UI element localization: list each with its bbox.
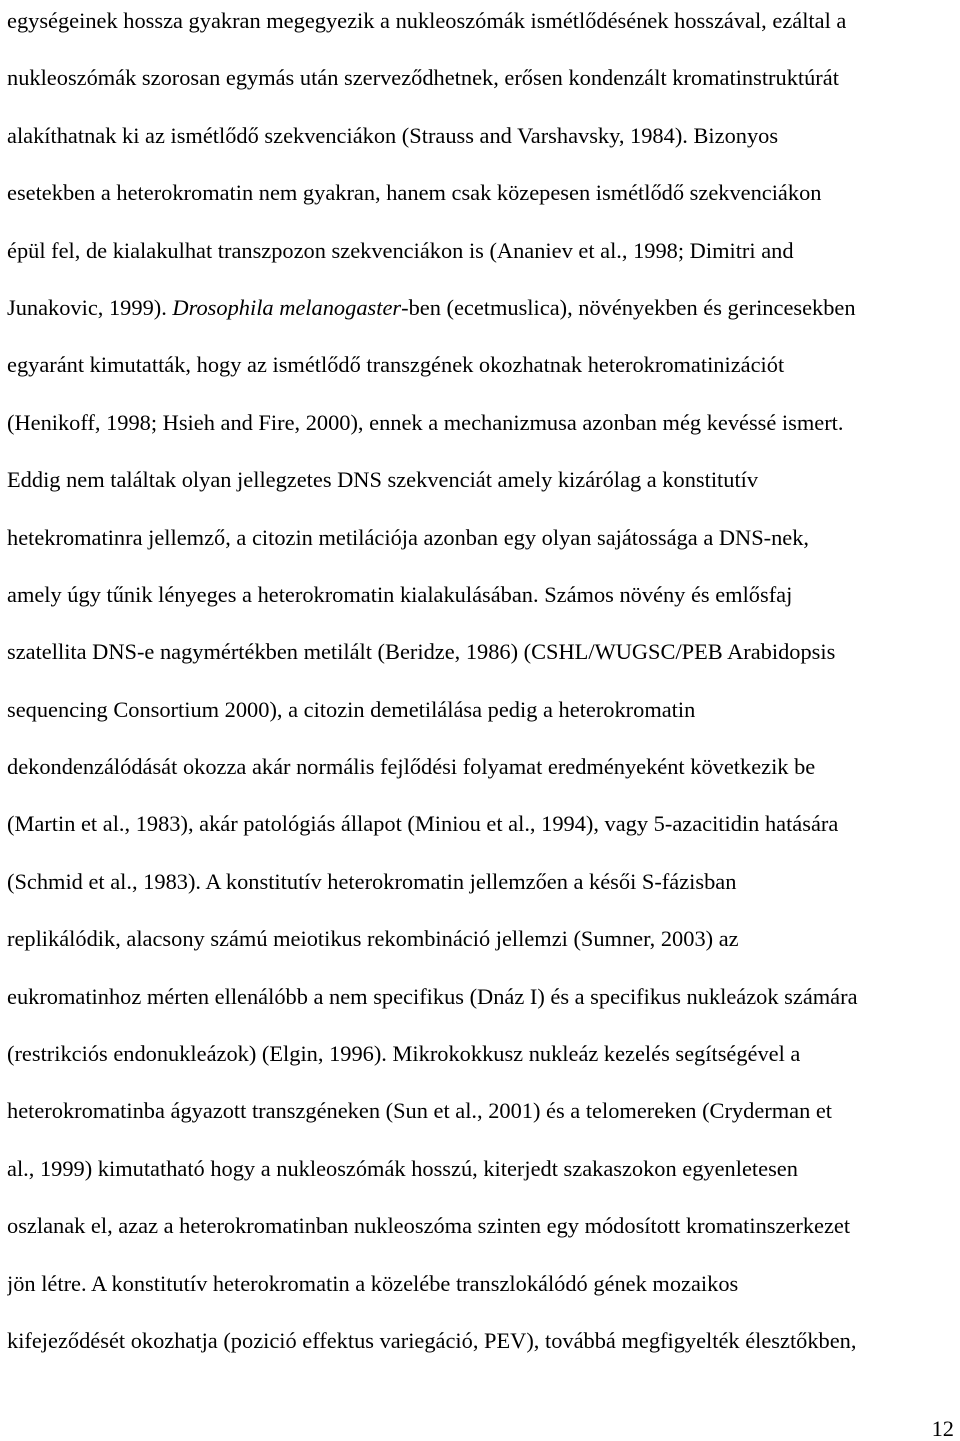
text-run: szatellita DNS-e nagymértékben metilált (Beridze, 1986) (CSHL/WUGSC/PEB Arabidopsis (7, 639, 836, 665)
text-line (7, 164, 955, 221)
text-run: (Martin et al., 1983), akár patológiás állapot (Miniou et al., 1994), vagy 5-azacitidin hatására (7, 811, 839, 837)
text-run: alakíthatnak ki az ismétlődő szekvenciákon (Strauss and Varshavsky, 1984). Bizonyos (7, 122, 779, 148)
text-line (7, 0, 955, 49)
text-line (7, 336, 955, 393)
text-run: replikálódik, alacsony számú meiotikus rekombináció jellemzi (Sumner, 2003) az (7, 926, 739, 952)
text-run: sequencing Consortium 2000), a citozin demetilálása pedig a heterokromatin (7, 696, 696, 722)
text-line (7, 1255, 955, 1312)
text-line (7, 910, 955, 967)
text-run: (Henikoff, 1998; Hsieh and Fire, 2000), ennek a mechanizmusa azonban még kevéssé ismert. (7, 409, 844, 435)
text-line (7, 1197, 955, 1254)
text-line (7, 738, 955, 795)
text-run: -ben (ecetmuslica), növényekben és gerincesekben (401, 294, 856, 320)
text-line (7, 1312, 955, 1369)
text-line (7, 681, 955, 738)
text-line (7, 566, 955, 623)
text-line (7, 795, 955, 852)
text-run: dekondenzálódását okozza akár normális fejlődési folyamat eredményeként következik be (7, 754, 816, 780)
text-run: (restrikciós endonukleázok) (Elgin, 1996). Mikrokokkusz nukleáz kezelés segítségével a (7, 1041, 801, 1067)
page-number: 12 (931, 1416, 954, 1441)
text-line (7, 1140, 955, 1197)
text-line (7, 1082, 955, 1139)
text-run: hetekromatinra jellemző, a citozin metilációja azonban egy olyan sajátossága a DNS-nek, (7, 524, 810, 550)
text-run: Junakovic, 1999). (7, 294, 173, 320)
body-text (7, 0, 955, 1369)
text-run: jön létre. A konstitutív heterokromatin a közelébe transzlokálódó gének mozaikos (7, 1270, 739, 1296)
text-run: al., 1999) kimutatható hogy a nukleoszómák hosszú, kiterjedt szakaszokon egyenletesen (7, 1155, 798, 1181)
text-line (7, 853, 955, 910)
text-run: amely úgy tűnik lényeges a heterokromatin kialakulásában. Számos növény és emlősfaj (7, 581, 793, 607)
text-run: (Schmid et al., 1983). A konstitutív heterokromatin jellemzően a késői S-fázisban (7, 868, 737, 894)
text-run: egységeinek hossza gyakran megegyezik a nukleoszómák ismétlődésének hosszával, ezáltal a (7, 8, 847, 33)
text-line (7, 394, 955, 451)
text-line (7, 451, 955, 508)
text-line (7, 279, 955, 336)
text-run: egyaránt kimutatták, hogy az ismétlődő transzgének okozhatnak heterokromatinizációt (7, 352, 785, 378)
text-line (7, 968, 955, 1025)
italic-species-name: Drosophila melanogaster (172, 294, 402, 320)
text-line (7, 509, 955, 566)
text-run: nukleoszómák szorosan egymás után szerveződhetnek, erősen kondenzált kromatinstruktúrát (7, 65, 839, 91)
text-run: épül fel, de kialakulhat transzpozon szekvenciákon is (Ananiev et al., 1998; Dimitri and (7, 237, 794, 263)
text-line (7, 623, 955, 680)
text-run: heterokromatinba ágyazott transzgéneken (Sun et al., 2001) és a telomereken (Cryderman et (7, 1098, 833, 1124)
text-run: Eddig nem találtak olyan jellegzetes DNS szekvenciát amely kizárólag a konstitutív (7, 467, 759, 493)
text-run: kifejeződését okozhatja (pozició effektus variegáció, PEV), továbbá megfigyelték élesztőkben, (7, 1327, 857, 1353)
text-run: esetekben a heterokromatin nem gyakran, hanem csak közepesen ismétlődő szekvenciákon (7, 180, 822, 206)
text-line (7, 49, 955, 106)
text-line (7, 107, 955, 164)
text-line (7, 222, 955, 279)
text-run: eukromatinhoz mérten ellenálóbb a nem specifikus (Dnáz I) és a specifikus nukleázok számára (7, 983, 858, 1009)
text-line (7, 1025, 955, 1082)
text-run: oszlanak el, azaz a heterokromatinban nukleoszóma szinten egy módosított kromatinszerkezet (7, 1213, 851, 1239)
